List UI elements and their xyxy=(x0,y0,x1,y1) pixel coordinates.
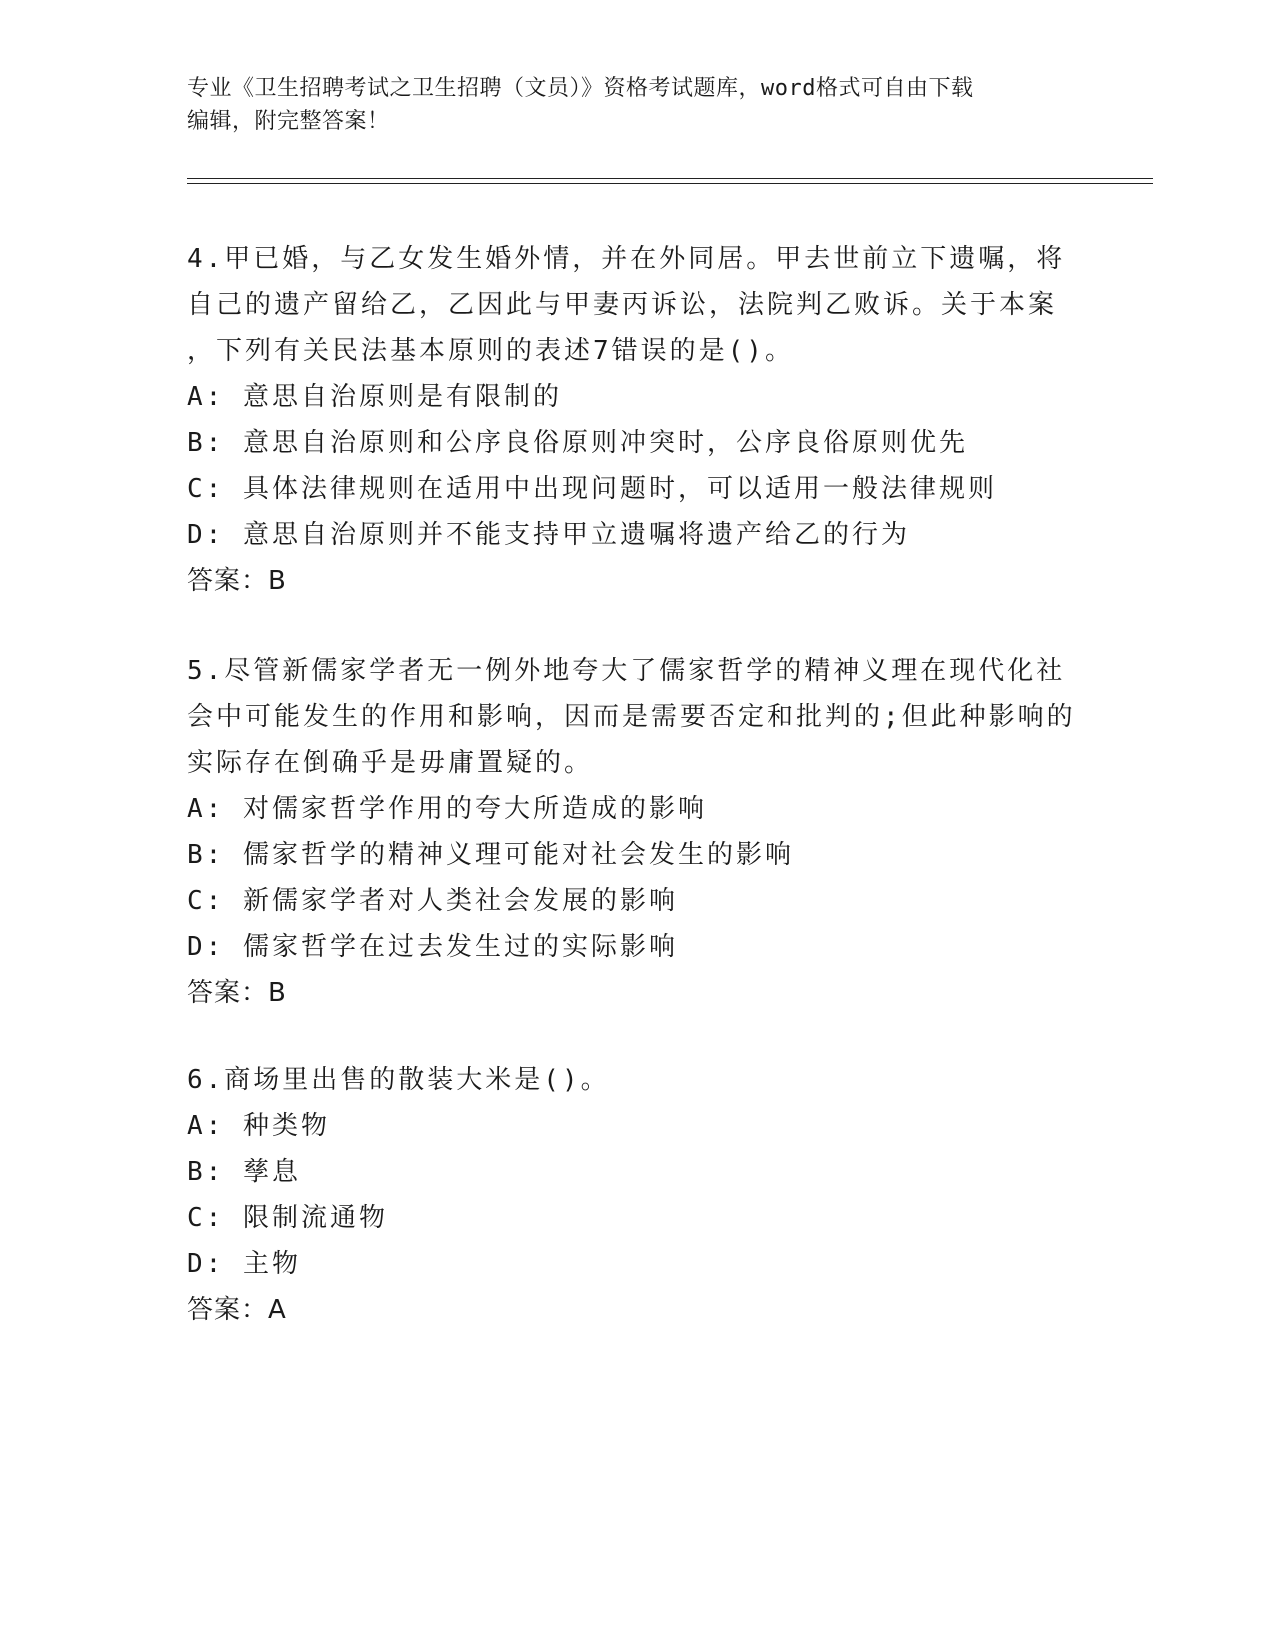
option-c: C: 限制流通物 xyxy=(187,1203,388,1233)
option-c: C: 新儒家学者对人类社会发展的影响 xyxy=(187,886,678,916)
option-d: D: 主物 xyxy=(187,1249,301,1279)
question-stem-line: ，下列有关民法基本原则的表述7错误的是()。 xyxy=(187,336,794,366)
header-line-1: 专业《卫生招聘考试之卫生招聘（文员）》资格考试题库，word格式可自由下载 xyxy=(187,76,974,101)
header-line-2: 编辑，附完整答案！ xyxy=(187,109,390,134)
question-stem-line: 6.商场里出售的散装大米是()。 xyxy=(187,1065,610,1095)
question-stem-line: 5.尽管新儒家学者无一例外地夸大了儒家哲学的精神义理在现代化社 xyxy=(187,656,1066,686)
option-c: C: 具体法律规则在适用中出现问题时，可以适用一般法律规则 xyxy=(187,474,997,504)
header-divider-bottom xyxy=(187,183,1153,184)
option-b: B: 意思自治原则和公序良俗原则冲突时，公序良俗原则优先 xyxy=(187,428,968,458)
option-a: A: 对儒家哲学作用的夸大所造成的影响 xyxy=(187,794,707,824)
answer: 答案：B xyxy=(187,978,287,1008)
option-d: D: 意思自治原则并不能支持甲立遗嘱将遗产给乙的行为 xyxy=(187,520,910,550)
header-divider-top xyxy=(187,178,1153,179)
question-stem-line: 会中可能发生的作用和影响，因而是需要否定和批判的;但此种影响的 xyxy=(187,702,1076,732)
question-6 xyxy=(187,1057,1087,1333)
question-stem-line: 4.甲已婚，与乙女发生婚外情，并在外同居。甲去世前立下遗嘱，将 xyxy=(187,244,1066,274)
answer: 答案：A xyxy=(187,1295,287,1325)
option-a: A: 意思自治原则是有限制的 xyxy=(187,382,562,412)
option-b: B: 儒家哲学的精神义理可能对社会发生的影响 xyxy=(187,840,794,870)
question-stem-line: 自己的遗产留给乙，乙因此与甲妻丙诉讼，法院判乙败诉。关于本案 xyxy=(187,290,1058,320)
question-5 xyxy=(187,648,1087,1016)
question-stem-line: 实际存在倒确乎是毋庸置疑的。 xyxy=(187,748,594,778)
option-d: D: 儒家哲学在过去发生过的实际影响 xyxy=(187,932,678,962)
question-4 xyxy=(187,236,1087,604)
answer: 答案：B xyxy=(187,566,287,596)
option-b: B: 孳息 xyxy=(187,1157,301,1187)
document-header xyxy=(187,72,1087,138)
option-a: A: 种类物 xyxy=(187,1111,330,1141)
